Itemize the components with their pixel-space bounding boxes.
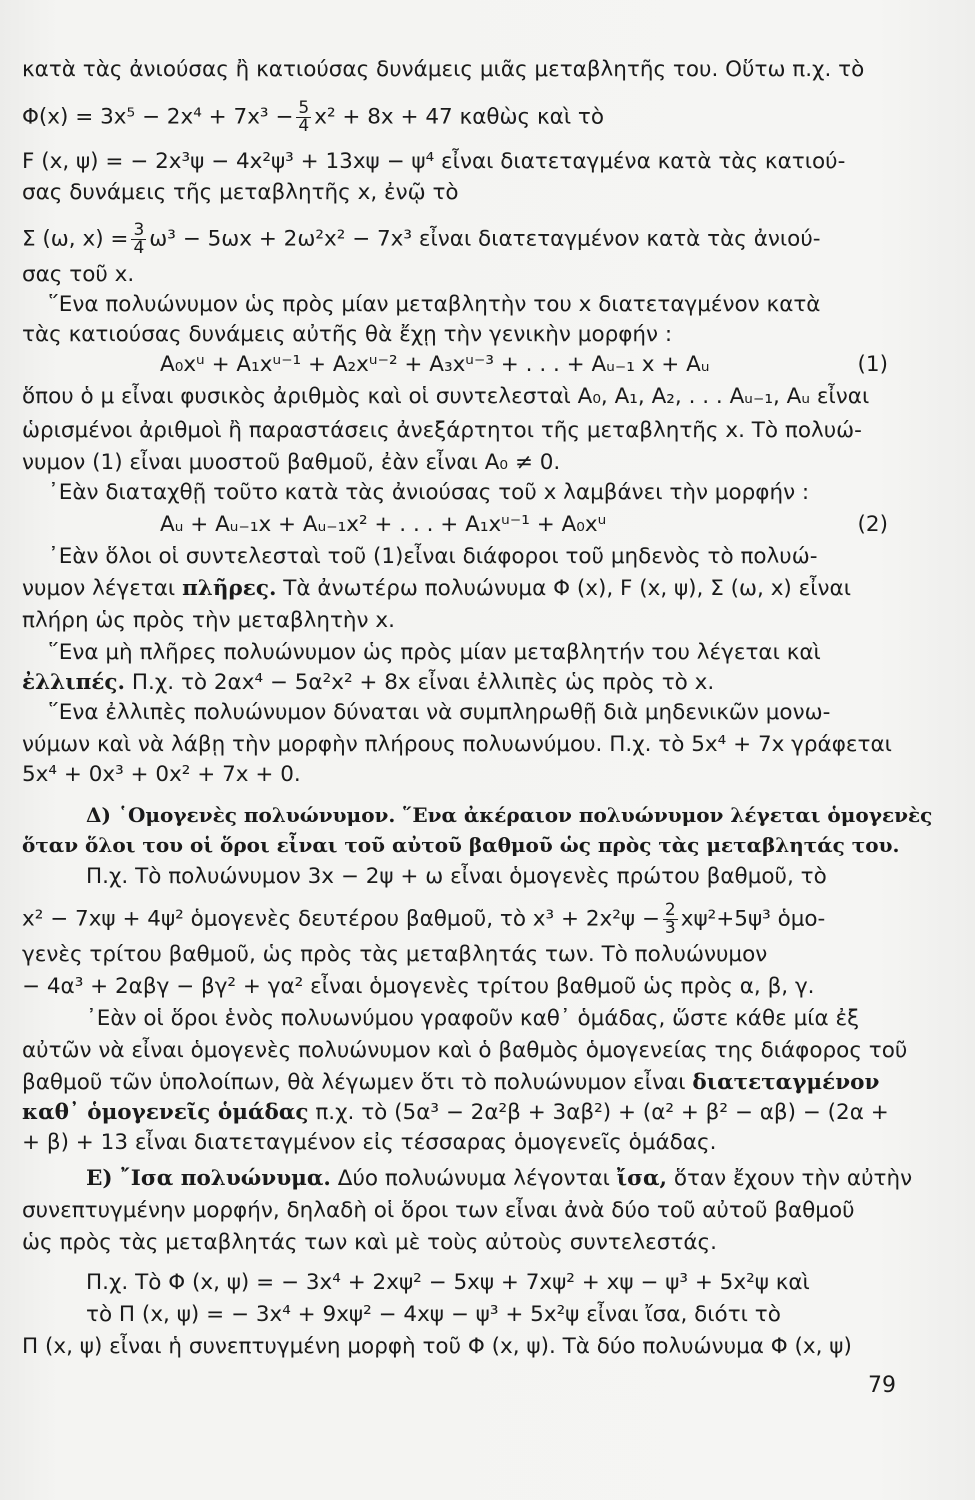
equation-1	[22, 350, 888, 380]
text-span: Π.χ. τὸ 2αx⁴ − 5α²x² + 8x εἶναι ἐλλιπὲς ὡς πρὸς τὸ x.	[131, 670, 715, 695]
text-line: γενὲς τρίτου βαθμοῦ, ὡς πρὸς τὰς μεταβλητάς των. Τὸ πολυώνυμον	[22, 942, 768, 967]
equation-body: Aᵤ + Aᵤ₋₁x + Aᵤ₋₁x² + . . . + A₁xᵘ⁻¹ + A₀xᵘ	[160, 512, 607, 537]
paragraph-start: ῞Ενα μὴ πλῆρες πολυώνυμον ὡς πρὸς μίαν μεταβλητήν του λέγεται καὶ	[48, 640, 821, 665]
equation-2	[22, 510, 888, 540]
text-line: 5x⁴ + 0x³ + 0x² + 7x + 0.	[22, 762, 301, 787]
section-heading-equal	[22, 1164, 913, 1194]
text-line: σας τοῦ x.	[22, 262, 135, 287]
formula-part: ω³ − 5ωx + 2ω²x² − 7x³ εἶναι διατεταγμένον κατὰ τὰς ἀνιού-	[149, 226, 821, 252]
text-line	[22, 1068, 888, 1098]
text-line: Π (x, ψ) εἶναι ἡ συνεπτυγμένη μορφὴ τοῦ Φ (x, ψ). Τὰ δύο πολυώνυμα Φ (x, ψ)	[22, 1334, 852, 1359]
equation-number: (2)	[857, 512, 888, 537]
equation-number: (1)	[857, 352, 888, 377]
paragraph-start: ᾿Εὰν ὅλοι οἱ συντελεσταὶ τοῦ (1)εἶναι διάφοροι τοῦ μηδενὸς τὸ πολυώ-	[48, 544, 818, 569]
text-span: νυμον λέγεται	[22, 576, 176, 601]
text-line: F (x, ψ) = − 2x³ψ − 4x²ψ³ + 13xψ − ψ⁴ εἶναι διατεταγμένα κατὰ τὰς κατιού-	[22, 149, 846, 174]
text-line: σας δυνάμεις τῆς μεταβλητῆς x, ἐνῷ τὸ	[22, 180, 459, 205]
text-line: συνεπτυγμένην μορφήν, δηλαδὴ οἱ ὅροι των εἶναι ἀνὰ δύο τοῦ αὐτοῦ βαθμοῦ	[22, 1198, 855, 1223]
paragraph-start: Π.χ. Τὸ πολυώνυμον 3x − 2ψ + ω εἶναι ὁμογενὲς πρώτου βαθμοῦ, τὸ	[86, 864, 827, 889]
text-line: ὡρισμένοι ἀριθμοὶ ἢ παραστάσεις ἀνεξάρτητοι τῆς μεταβλητῆς x. Τὸ πολυώ-	[22, 418, 862, 443]
fraction	[663, 902, 678, 937]
text-line	[22, 668, 888, 698]
text-line: αὐτῶν νὰ εἶναι ὁμογενὲς πολυώνυμον καὶ ὁ βαθμὸς ὁμογενείας της διάφορος τοῦ	[22, 1038, 908, 1063]
paragraph-start: ᾿Εὰν διαταχθῇ τοῦτο κατὰ τὰς ἀνιούσας τοῦ x λαμβάνει τὴν μορφήν :	[48, 480, 810, 505]
formula-line-homogeneous	[22, 902, 888, 937]
term-incomplete: ἐλλιπές.	[22, 670, 126, 695]
definition-homogeneous: ὅταν ὅλοι του οἱ ὅροι εἶναι τοῦ αὐτοῦ βαθμοῦ ὡς πρὸς τὰς μεταβλητάς του.	[22, 833, 900, 857]
term-complete: πλῆρες.	[182, 576, 277, 601]
fraction-numerator: 5	[298, 98, 310, 118]
heading-equal-polynomials: Ε) ῎Ισα πολυώνυμα.	[86, 1166, 331, 1191]
paragraph-start: ᾿Εὰν οἱ ὅροι ἑνὸς πολυωνύμου γραφοῦν καθ᾿ ὁμάδας, ὥστε κάθε μία ἐξ	[86, 1006, 860, 1031]
text-line	[22, 1098, 888, 1128]
text-line: πλήρη ὡς πρὸς τὴν μεταβλητὴν x.	[22, 608, 395, 633]
formula-part: Φ(x) = 3x⁵ − 2x⁴ + 7x³ −	[22, 104, 294, 130]
text-line: κατὰ τὰς ἀνιούσας ἢ κατιούσας δυνάμεις μιᾶς μεταβλητῆς του. Οὕτω π.χ. τὸ	[22, 57, 865, 82]
paragraph-start: ῞Ενα πολυώνυμον ὡς πρὸς μίαν μεταβλητὴν του x διατεταγμένον κατὰ	[48, 292, 821, 317]
text-line	[22, 574, 888, 604]
term-homogeneous-groups: καθ᾿ ὁμογενεῖς ὁμάδας	[22, 1100, 309, 1125]
paragraph-start: Π.χ. Τὸ Φ (x, ψ) = − 3x⁴ + 2xψ² − 5xψ + 7xψ² + xψ − ψ³ + 5x²ψ καὶ	[86, 1270, 810, 1295]
text-span: Δύο πολυώνυμα λέγονται	[337, 1166, 610, 1191]
text-line: + β) + 13 εἶναι διατεταγμένον εἰς τέσσαρας ὁμογενεῖς ὁμάδας.	[22, 1130, 717, 1155]
fraction	[131, 222, 146, 257]
text-line: − 4α³ + 2αβγ − βγ² + γα² εἶναι ὁμογενὲς τρίτου βαθμοῦ ὡς πρὸς α, β, γ.	[22, 974, 815, 999]
formula-part: xψ²+5ψ³ ὁμο-	[680, 906, 826, 932]
term-ordered: διατεταγμένον	[692, 1070, 880, 1095]
fraction-denominator: 3	[664, 918, 676, 938]
formula-part: x² − 7xψ + 4ψ² ὁμογενὲς δευτέρου βαθμοῦ, τὸ x³ + 2x²ψ −	[22, 906, 660, 932]
fraction-denominator: 4	[298, 116, 310, 136]
text-line: ὡς πρὸς τὰς μεταβλητάς των καὶ μὲ τοὺς αὐτοὺς συντελεστάς.	[22, 1230, 717, 1255]
text-line: τὸ Π (x, ψ) = − 3x⁴ + 9xψ² − 4xψ − ψ³ + 5x²ψ εἶναι ἴσα, διότι τὸ	[86, 1302, 781, 1327]
fraction	[296, 100, 311, 135]
fraction-numerator: 3	[133, 220, 145, 240]
equation-body: A₀xᵘ + A₁xᵘ⁻¹ + A₂xᵘ⁻² + A₃xᵘ⁻³ + . . . + Aᵤ₋₁ x + Aᵤ	[160, 352, 710, 377]
formula-line-sigma	[22, 222, 888, 257]
fraction-numerator: 2	[664, 900, 676, 920]
formula-line-phi	[22, 100, 888, 135]
formula-part: Σ (ω, x) =	[22, 226, 129, 252]
text-line: ὅπου ὁ μ εἶναι φυσικὸς ἀριθμὸς καὶ οἱ συντελεσταὶ A₀, A₁, A₂, . . . Aᵤ₋₁, Aᵤ εἶναι	[22, 384, 870, 409]
fraction-denominator: 4	[133, 238, 145, 258]
text-span: ὅταν ἔχουν τὴν αὐτὴν	[673, 1166, 913, 1191]
page-number: 79	[868, 1373, 896, 1398]
section-heading-homogeneous: Δ) ῾Ομογενὲς πολυώνυμον. ῞Ενα ἀκέραιον πολυώνυμον λέγεται ὁμογενὲς	[86, 803, 933, 827]
text-span: Τὰ ἀνωτέρω πολυώνυμα Φ (x), F (x, ψ), Σ (ω, x) εἶναι	[283, 576, 851, 601]
text-span: βαθμοῦ τῶν ὑπολοίπων, θὰ λέγωμεν ὅτι τὸ πολυώνυμον εἶναι	[22, 1070, 686, 1095]
formula-part: x² + 8x + 47 καθὼς καὶ τὸ	[314, 104, 605, 130]
text-line: τὰς κατιούσας δυνάμεις αὐτῆς θὰ ἔχῃ τὴν γενικὴν μορφήν :	[22, 322, 673, 347]
text-span: π.χ. τὸ (5α³ − 2α²β + 3αβ²) + (α² + β² − αβ) − (2α +	[315, 1100, 889, 1125]
term-equal: ἴσα,	[616, 1166, 668, 1191]
text-line: νύμων καὶ νὰ λάβῃ τὴν μορφὴν πλήρους πολυωνύμου. Π.χ. τὸ 5x⁴ + 7x γράφεται	[22, 732, 892, 757]
paragraph-start: ῞Ενα ἐλλιπὲς πολυώνυμον δύναται νὰ συμπληρωθῇ διὰ μηδενικῶν μονω-	[48, 700, 831, 725]
text-line: νυμον (1) εἶναι μυοστοῦ βαθμοῦ, ἐὰν εἶναι A₀ ≠ 0.	[22, 450, 561, 475]
